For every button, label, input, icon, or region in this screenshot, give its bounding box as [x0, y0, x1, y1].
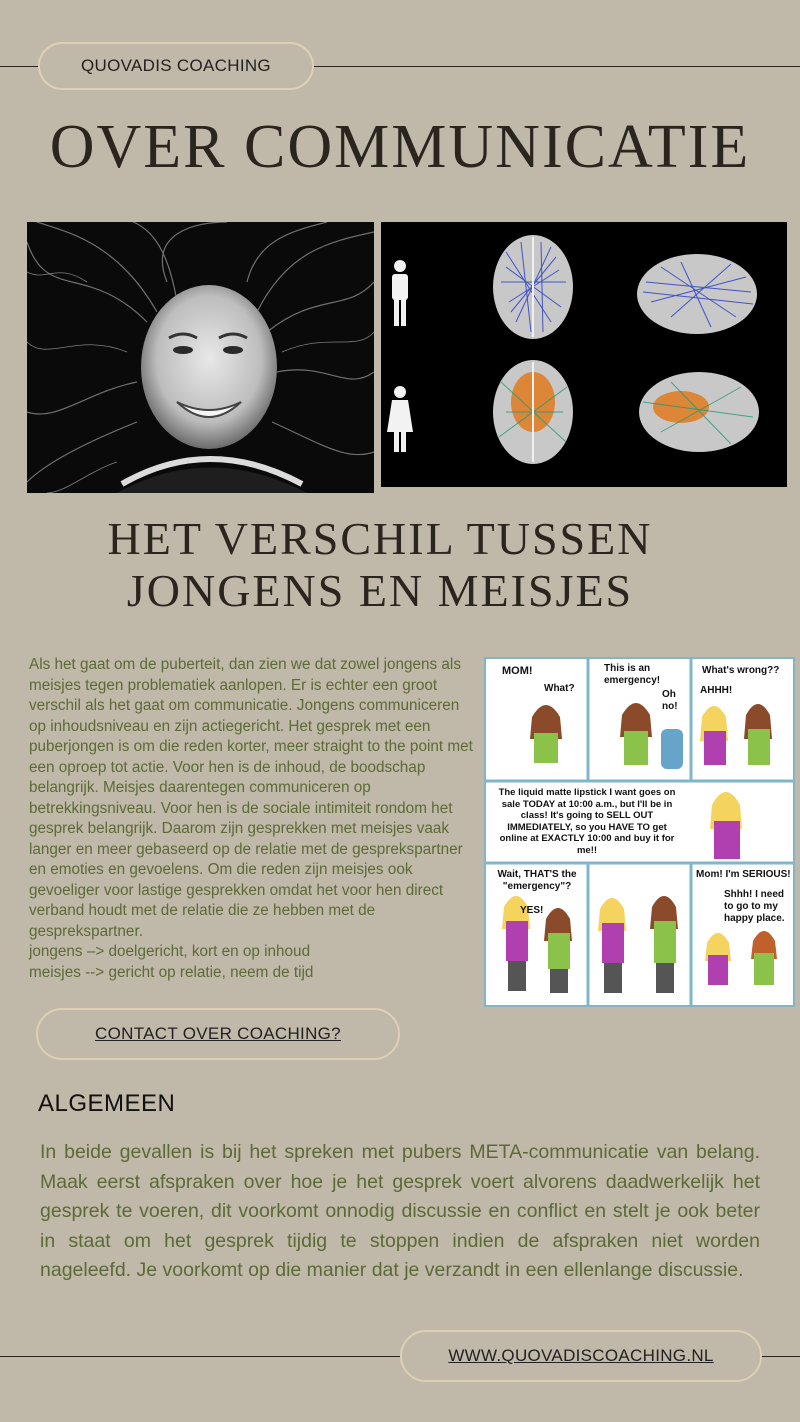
comic-text-whats-wrong: What's wrong??: [702, 665, 780, 676]
brand-name: QUOVADIS COACHING: [81, 56, 271, 75]
page-title: OVER COMMUNICATIE: [49, 113, 751, 181]
boys-summary: jongens –> doelgericht, kort en op inhoud: [29, 943, 311, 960]
portrait-photo: [27, 222, 374, 493]
comic-text-emergency: This is an emergency!: [604, 663, 661, 686]
comic-strip: [484, 657, 795, 1007]
intro-text: [29, 655, 478, 983]
comic-text-lipstick: The liquid matte lipstick I want goes on sale TODAY at 10:00 a.m., but I'll be in class! It's going to SELL OUT IMMEDIATELY, so you HAVE TO get online at EXACTLY 10:00 and buy it for me!!: [498, 787, 676, 856]
comic-text-yes: YES!: [520, 905, 544, 916]
female-person-icon: [387, 386, 413, 452]
comic-text-mom: MOM!: [502, 665, 533, 677]
section-subtitle-line1: HET VERSCHIL TUSSEN: [107, 513, 653, 564]
comic-text-wait: Wait, THAT'S the "emergency"?: [497, 869, 577, 892]
contact-button[interactable]: [36, 1008, 400, 1060]
male-person-icon: [392, 260, 408, 326]
general-heading: ALGEMEEN: [38, 1090, 176, 1117]
brand-pill: [38, 42, 314, 90]
intro-paragraph: Als het gaat om de puberteit, dan zien we dat zowel jongens als meisjes tegen problematiek aanlopen. Er is echter een groot verschil als het gaat om communicatie. Jongens communiceren op inhoudsniveau en zijn actiegericht. Het gesprek met een puberjongen is om die reden korter, meer straight to the point met een oproep tot actie. Voor hen is de inhoud, de boodschap belangrijk. Meisjes daarentegen communiceren op betrekkingsniveau. Voor hen is de sociale intimiteit rondom het gesprek belangrijk. Daarom zijn gesprekken met meisjes vaak langer en meer gebaseerd op de relatie met de gesprekspartner en emoties en gevoelens. Om die reden zijn meisjes ook gevoeliger voor lastige gesprekken omdat het voor hen direct verband houdt met de relatie die ze hebben met de gesprekspartner.: [29, 656, 473, 940]
comic-text-happy-place: Shhh! I need to go to my happy place.: [724, 889, 785, 924]
contact-button-label[interactable]: CONTACT OVER COACHING?: [95, 1024, 341, 1043]
comic-text-ahhh: AHHH!: [700, 685, 733, 696]
website-link[interactable]: WWW.QUOVADISCOACHING.NL: [448, 1346, 714, 1365]
brain-connectivity-image: [381, 222, 787, 487]
section-subtitle-line2: JONGENS EN MEISJES: [126, 565, 634, 616]
comic-text-oh-no: Oh no!: [662, 689, 678, 712]
comic-text-serious: Mom! I'm SERIOUS!: [696, 869, 791, 880]
girls-summary: meisjes --> gericht op relatie, neem de tijd: [29, 963, 314, 981]
general-text: In beide gevallen is bij het spreken met pubers META-communicatie van belang. Maak eerst afspraken over hoe je het gesprek voert alvorens daadwerkelijk het gesprek te voeren, dit voorkomt onnodig discussie en conflict en stelt je ook beter in staat om het gesprek tijdig te stoppen indien de afspraken niet worden nageleefd. Je voorkomt op die manier dat je verzandt in een ellenlange discussie.: [40, 1141, 760, 1281]
comic-text-what: What?: [544, 683, 575, 694]
website-link-pill[interactable]: [400, 1330, 762, 1382]
